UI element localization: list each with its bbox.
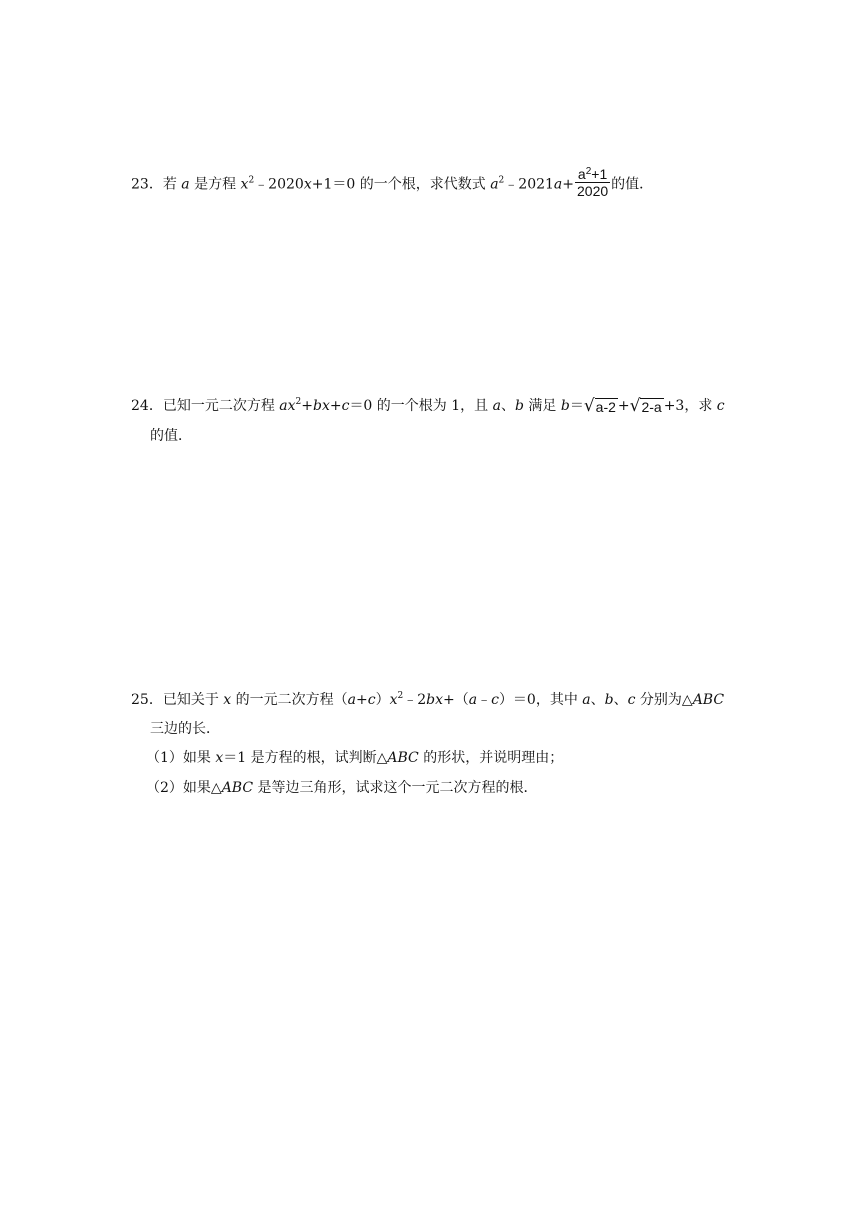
text: （1）如果 bbox=[146, 750, 216, 766]
variable: ABC bbox=[387, 750, 419, 766]
text: + bbox=[617, 398, 630, 414]
variable: bx bbox=[426, 692, 443, 708]
variable: a bbox=[468, 692, 478, 708]
variable: a bbox=[582, 692, 591, 708]
text: 已知一元二次方程 bbox=[162, 398, 280, 414]
variable: c bbox=[491, 692, 499, 708]
text: + bbox=[301, 398, 313, 414]
text: ＝0 的一个根为 1，且 bbox=[349, 398, 493, 414]
text: ﹣2 bbox=[403, 692, 427, 708]
variable: x bbox=[215, 750, 224, 766]
variable: x bbox=[223, 692, 232, 708]
problem-25-part-1 bbox=[146, 748, 563, 768]
variable: a bbox=[181, 176, 190, 193]
problem-23 bbox=[131, 168, 653, 201]
text: 的形状，并说明理由； bbox=[418, 750, 564, 766]
variable: c bbox=[367, 692, 376, 708]
text: ＝1 是方程的根，试判断△ bbox=[223, 750, 388, 766]
text: 满足 bbox=[523, 398, 561, 414]
text: ﹣2021 bbox=[504, 176, 554, 193]
problem-number: 23． bbox=[131, 176, 163, 193]
text: （2）如果△ bbox=[146, 780, 222, 796]
radical-icon: √ bbox=[629, 396, 641, 416]
variable: c bbox=[627, 692, 636, 708]
text: +（ bbox=[443, 692, 469, 708]
text: ）＝0，其中 bbox=[498, 692, 583, 708]
text: 的一元二次方程（ bbox=[231, 692, 348, 708]
square-root bbox=[584, 397, 618, 415]
variable: b bbox=[604, 692, 614, 708]
text: 分别为△ bbox=[635, 692, 693, 708]
radicand: 2-a bbox=[641, 399, 662, 415]
square-root bbox=[630, 397, 664, 415]
text: 若 bbox=[162, 176, 182, 193]
variable: bx bbox=[313, 398, 330, 414]
text: +1 bbox=[591, 166, 608, 182]
variable: x bbox=[389, 692, 398, 708]
problem-number: 25． bbox=[131, 692, 163, 708]
problem-25-line2: 三边的长． bbox=[150, 721, 220, 737]
fraction bbox=[575, 166, 610, 199]
text: +3，求 bbox=[663, 398, 717, 414]
text: 、 bbox=[590, 692, 605, 708]
exponent: 2 bbox=[498, 175, 505, 186]
text: a bbox=[577, 166, 586, 182]
fraction-numerator bbox=[575, 166, 610, 183]
variable: x bbox=[240, 176, 249, 193]
variable: ax bbox=[279, 398, 296, 414]
variable: a bbox=[492, 398, 501, 414]
variable: ABC bbox=[692, 692, 725, 708]
text: +1＝0 的一个根，求代数式 bbox=[311, 176, 491, 193]
variable: a bbox=[490, 176, 499, 193]
exponent: 2 bbox=[295, 397, 302, 407]
problem-25-part-2 bbox=[146, 778, 538, 798]
text: 已知关于 bbox=[162, 692, 224, 708]
text: 的值． bbox=[611, 176, 654, 193]
text: ＝ bbox=[569, 398, 584, 414]
radicand: a-2 bbox=[595, 399, 616, 415]
exponent: 2 bbox=[585, 166, 592, 177]
variable: b bbox=[514, 398, 524, 414]
problem-24-line2: 的值． bbox=[150, 428, 192, 444]
exponent: 2 bbox=[248, 175, 255, 186]
text: 、 bbox=[613, 692, 628, 708]
text: + bbox=[329, 398, 342, 414]
text: ） bbox=[375, 692, 390, 708]
text: ﹣ bbox=[477, 692, 492, 708]
variable: c bbox=[341, 398, 350, 414]
problem-24 bbox=[131, 396, 725, 416]
variable: a bbox=[553, 176, 563, 193]
variable: b bbox=[560, 398, 570, 414]
variable: a bbox=[347, 692, 356, 708]
text: ﹣2020 bbox=[254, 176, 304, 193]
text: + bbox=[356, 692, 368, 708]
text: + bbox=[562, 176, 575, 193]
text: 是等边三角形，试求这个一元二次方程的根． bbox=[253, 780, 538, 796]
problem-25 bbox=[131, 690, 724, 710]
text: 是方程 bbox=[189, 176, 241, 193]
variable: ABC bbox=[221, 780, 254, 796]
variable: x bbox=[303, 176, 312, 193]
problem-number: 24． bbox=[131, 398, 163, 414]
fraction-denominator: 2020 bbox=[577, 183, 609, 199]
exponent: 2 bbox=[397, 691, 404, 701]
variable: c bbox=[716, 398, 725, 414]
radical-icon: √ bbox=[583, 396, 595, 416]
text: 、 bbox=[500, 398, 515, 414]
